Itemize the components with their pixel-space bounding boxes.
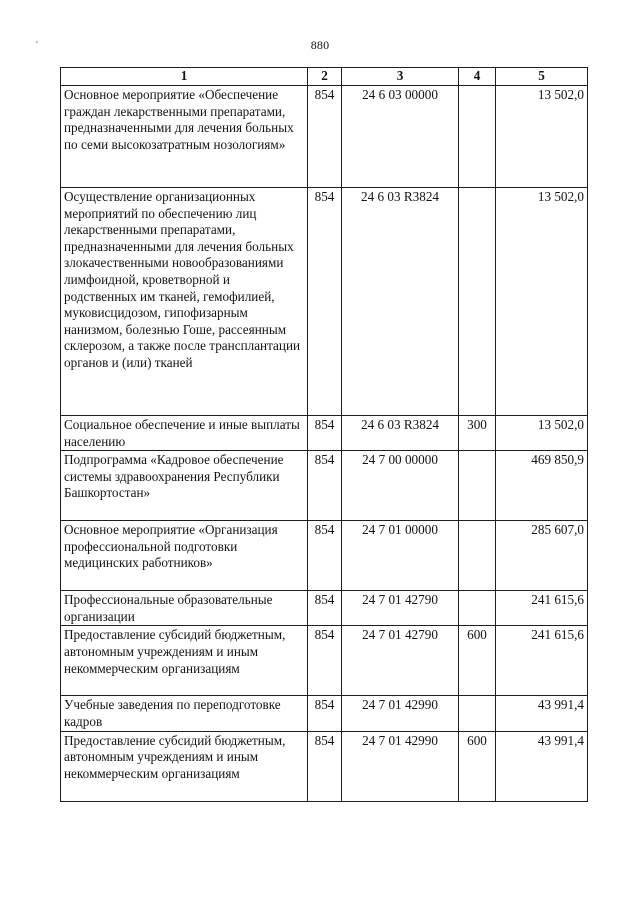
table-row bbox=[61, 521, 588, 591]
row-amount: 469 850,9 bbox=[496, 451, 588, 521]
row-amount: 285 607,0 bbox=[496, 521, 588, 591]
row-name: Предоставление субсидий бюджетным, автономным учреждениям и иным некоммерческим организациям bbox=[61, 626, 308, 696]
row-name: Подпрограмма «Кадровое обеспечение системы здравоохранения Республики Башкортостан» bbox=[61, 451, 308, 521]
row-name: Предоставление субсидий бюджетным, автономным учреждениям и иным некоммерческим организациям bbox=[61, 731, 308, 801]
row-expense-type: 300 bbox=[459, 416, 496, 451]
row-name: Профессиональные образовательные организации bbox=[61, 591, 308, 626]
table-row bbox=[61, 188, 588, 416]
row-target-code: 24 6 03 00000 bbox=[342, 86, 459, 188]
column-header-2: 2 bbox=[308, 68, 342, 86]
row-amount: 43 991,4 bbox=[496, 731, 588, 801]
table-row bbox=[61, 451, 588, 521]
table-row bbox=[61, 731, 588, 801]
row-amount: 241 615,6 bbox=[496, 626, 588, 696]
row-name: Основное мероприятие «Обеспечение граждан лекарственными препаратами, предназначенными для лечения больных по семи высокозатратным нозологиям» bbox=[61, 86, 308, 188]
row-admin-code: 854 bbox=[308, 416, 342, 451]
row-admin-code: 854 bbox=[308, 731, 342, 801]
column-header-4: 4 bbox=[459, 68, 496, 86]
budget-table bbox=[60, 67, 588, 802]
row-target-code: 24 6 03 R3824 bbox=[342, 416, 459, 451]
page-number: 880 bbox=[310, 38, 330, 52]
row-amount: 13 502,0 bbox=[496, 86, 588, 188]
row-expense-type bbox=[459, 591, 496, 626]
row-name: Основное мероприятие «Организация профессиональной подготовки медицинских работников» bbox=[61, 521, 308, 591]
row-expense-type: 600 bbox=[459, 731, 496, 801]
column-header-5: 5 bbox=[496, 68, 588, 86]
row-admin-code: 854 bbox=[308, 188, 342, 416]
row-expense-type bbox=[459, 86, 496, 188]
row-expense-type: 600 bbox=[459, 626, 496, 696]
row-admin-code: 854 bbox=[308, 591, 342, 626]
row-expense-type bbox=[459, 188, 496, 416]
row-name: Осуществление организационных мероприятий по обеспечению лиц лекарственными препаратами, предназначенными для лечения больных злокачественными новообразованиями лимфоидной, кроветворной и родственных им тканей, гемофилией, муковисцидозом, гипофизарным нанизмом, болезнью Гоше, рассеянным склерозом, а также после трансплантации органов и (или) тканей bbox=[61, 188, 308, 416]
row-expense-type bbox=[459, 521, 496, 591]
row-expense-type bbox=[459, 696, 496, 731]
row-name: Социальное обеспечение и иные выплаты населению bbox=[61, 416, 308, 451]
row-admin-code: 854 bbox=[308, 696, 342, 731]
row-admin-code: 854 bbox=[308, 626, 342, 696]
row-admin-code: 854 bbox=[308, 451, 342, 521]
table-row bbox=[61, 86, 588, 188]
stray-mark: ' bbox=[36, 40, 38, 51]
row-target-code: 24 7 01 42790 bbox=[342, 591, 459, 626]
row-target-code: 24 6 03 R3824 bbox=[342, 188, 459, 416]
row-expense-type bbox=[459, 451, 496, 521]
row-target-code: 24 7 01 42790 bbox=[342, 626, 459, 696]
table-row bbox=[61, 591, 588, 626]
row-amount: 241 615,6 bbox=[496, 591, 588, 626]
row-admin-code: 854 bbox=[308, 521, 342, 591]
row-admin-code: 854 bbox=[308, 86, 342, 188]
row-name: Учебные заведения по переподготовке кадров bbox=[61, 696, 308, 731]
row-target-code: 24 7 01 00000 bbox=[342, 521, 459, 591]
row-amount: 13 502,0 bbox=[496, 188, 588, 416]
row-target-code: 24 7 01 42990 bbox=[342, 696, 459, 731]
column-header-1: 1 bbox=[61, 68, 308, 86]
row-amount: 13 502,0 bbox=[496, 416, 588, 451]
table-row bbox=[61, 416, 588, 451]
row-amount: 43 991,4 bbox=[496, 696, 588, 731]
table-row bbox=[61, 626, 588, 696]
row-target-code: 24 7 01 42990 bbox=[342, 731, 459, 801]
column-header-3: 3 bbox=[342, 68, 459, 86]
table-row bbox=[61, 696, 588, 731]
row-target-code: 24 7 00 00000 bbox=[342, 451, 459, 521]
table-header-row bbox=[61, 68, 588, 86]
